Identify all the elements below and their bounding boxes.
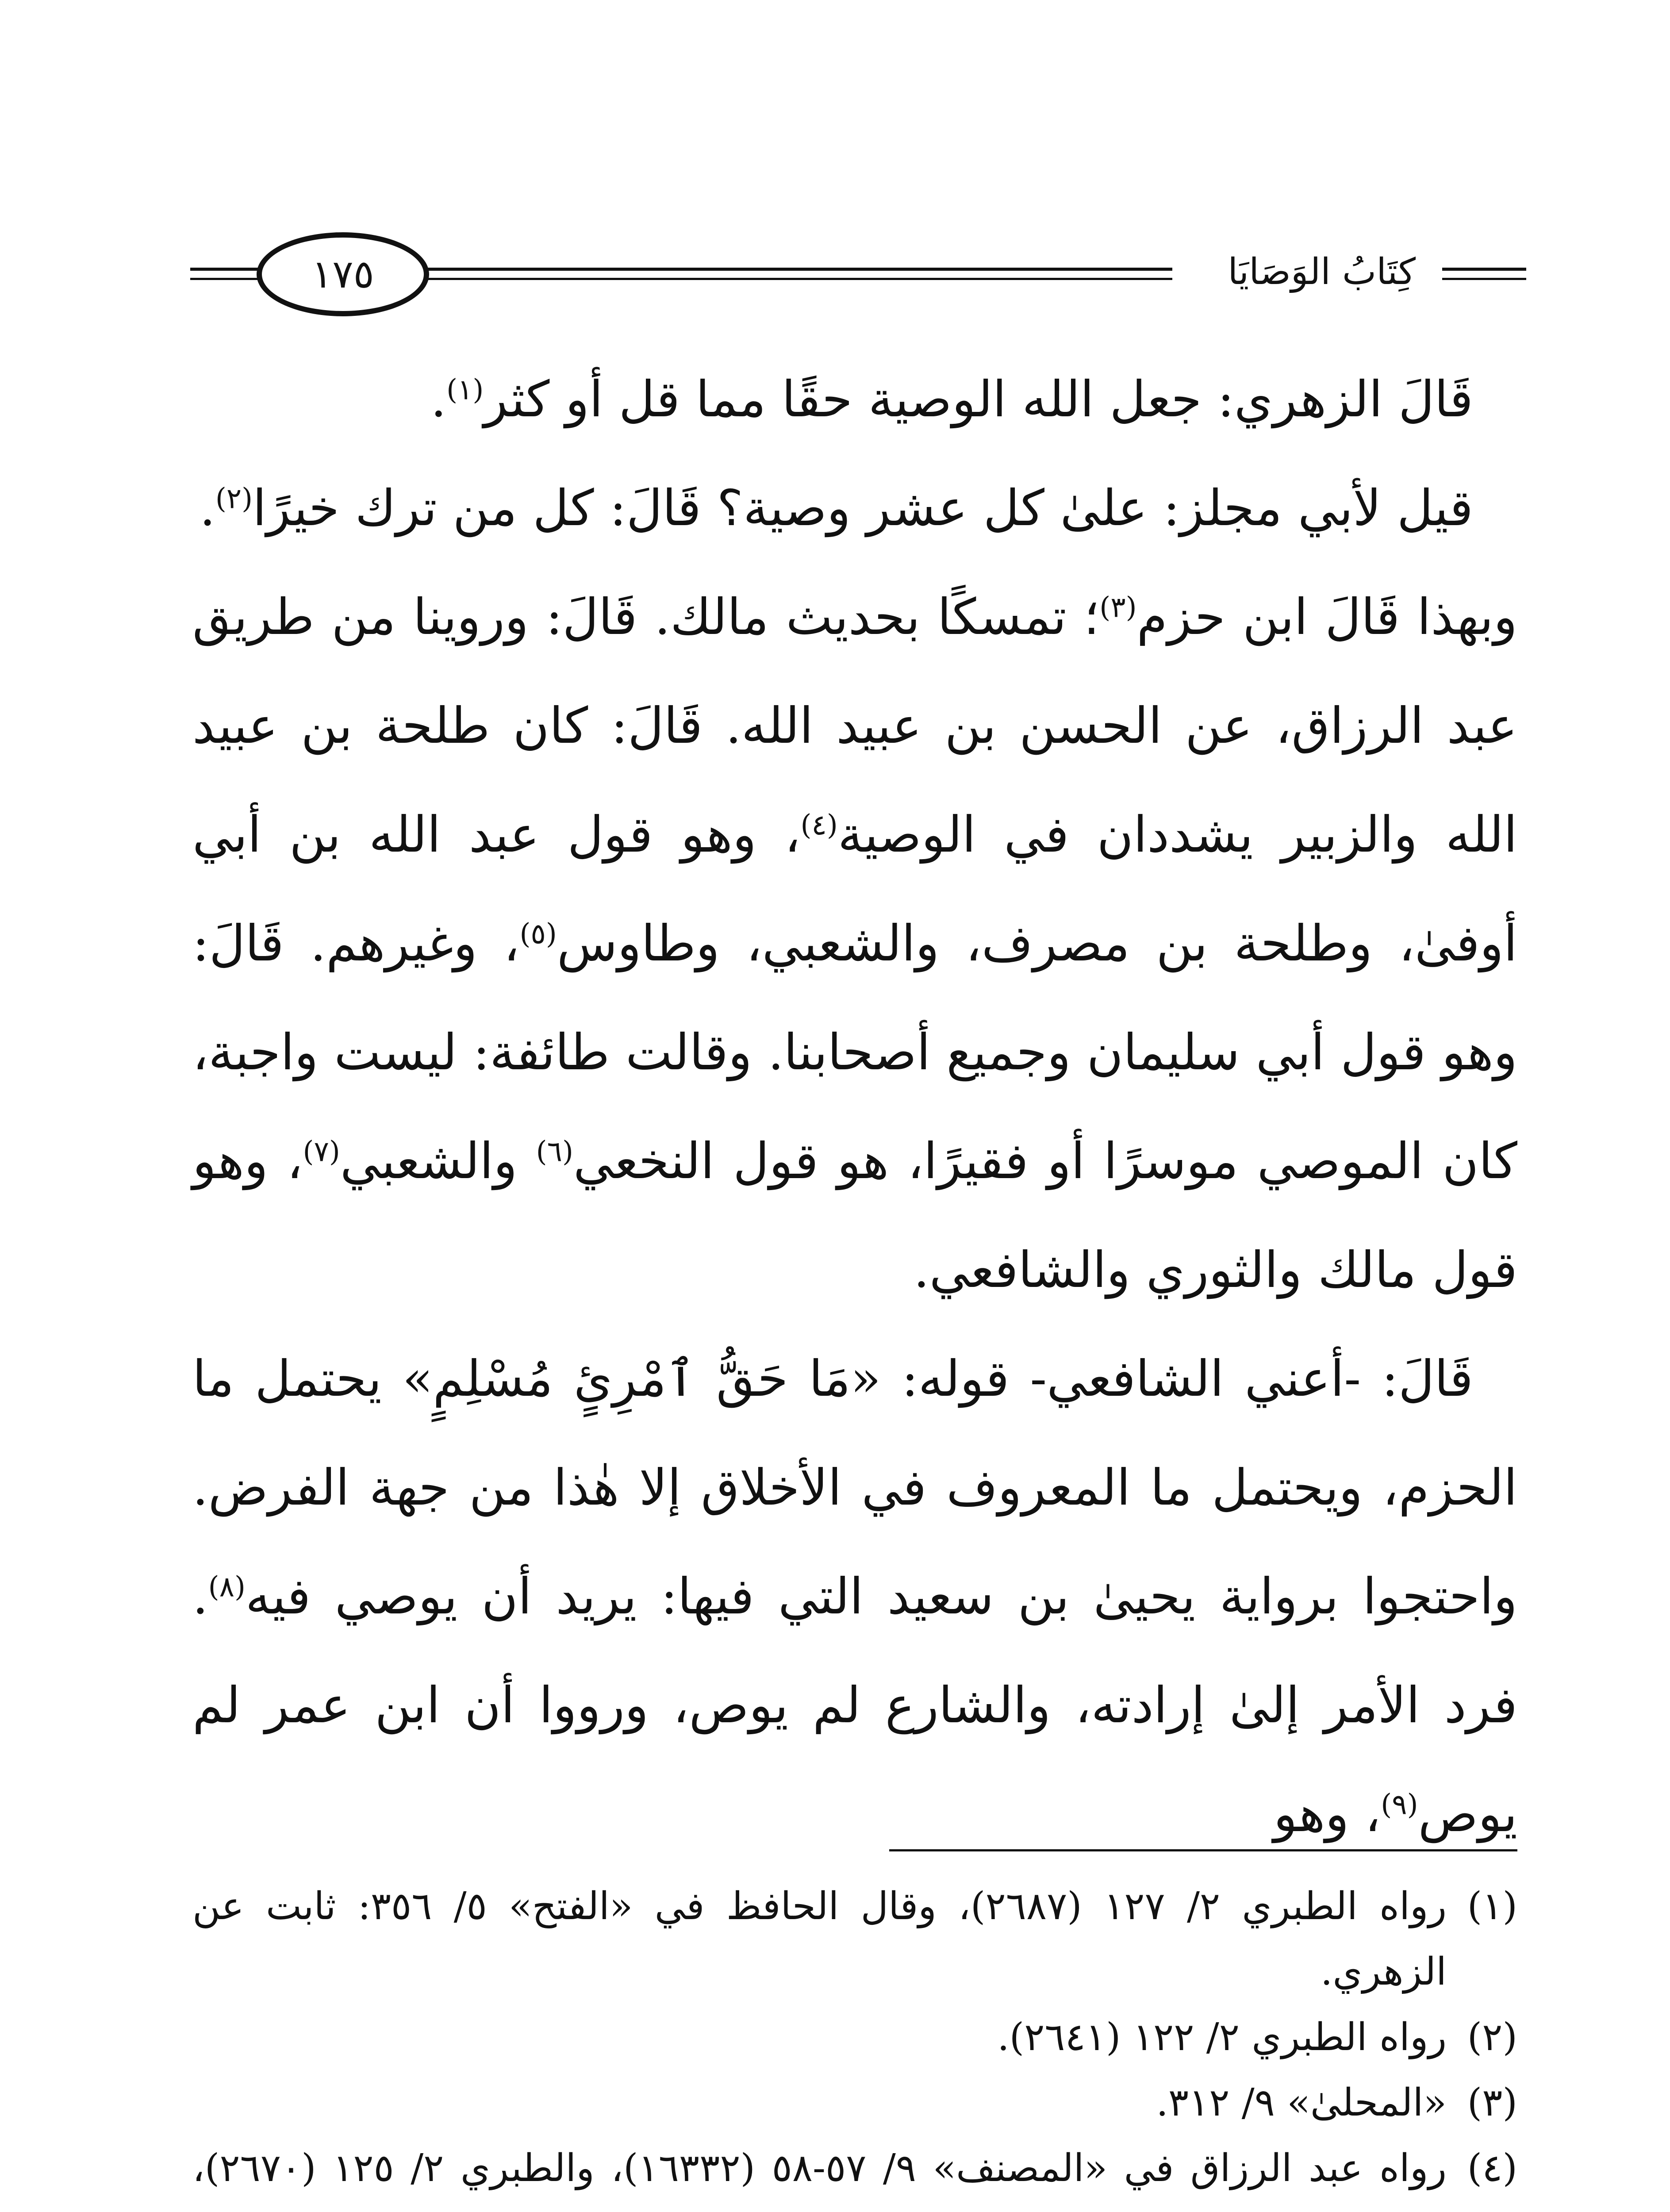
page-number-badge [257,232,429,316]
footnote-number: (٣) [1467,2081,1517,2125]
footnote-number: (٢) [1467,2015,1517,2059]
running-title: كِتَابُ الوَصَايَا [1228,251,1416,293]
paragraph-text: ؛ تمسكًا بحديث مالك. قَالَ: وروينا من طريق عبد الرزاق، عن الحسن بن عبيد الله. قَالَ: كان طلحة بن عبيد الله والزبير يشددان في الوصية [192,588,1518,864]
paragraph-2 [192,454,1517,563]
header-rule-middle-top [420,268,1172,271]
footnote-text: رواه الطبري ٢/ ١٢٢ (٢٦٤١). [997,2015,1447,2059]
footnote-ref: (٥) [519,918,557,951]
footnotes [192,1874,1517,2212]
paragraph-4 [192,1325,1517,1869]
paragraph-1 [192,345,1517,454]
paragraph-text: ، وهو [1273,1786,1381,1843]
footnote-item [192,2070,1517,2135]
header-rule-left-bottom [190,278,265,280]
paragraph-text: قيل لأبي مجلز: علىٰ كل عشر وصية؟ قَالَ: كل من ترك خيرًا [253,480,1473,537]
footnote-text: رواه عبد الرزاق في «المصنف» ٩/ ٥٧-٥٨ (١٦٣٣٢)، والطبري ٢/ ١٢٥ (٢٦٧٠)، [192,2146,1447,2190]
paragraph-text: وبهذا قَالَ ابن حزم [1136,588,1517,646]
footnote-ref: (٦) [536,1135,573,1168]
paragraph-text: ، وهو قول مالك والثوري والشافعي. [192,1133,1517,1299]
paragraph-text: . [430,371,447,428]
page-header [190,232,1526,316]
header-rule-middle-bottom [420,278,1172,280]
main-text [192,345,1517,1869]
footnote-text: «المحلىٰ» ٩/ ٣١٢. [1156,2081,1447,2125]
paragraph-text: قَالَ: -أعني الشافعي- قوله: «مَا حَقُّ ٱمْرِئٍ مُسْلِمٍ» يحتمل ما الحزم، ويحتمل ما المعروف في الأخلاق إلا هٰذا من جهة الفرض. واحتجوا برواية يحيىٰ بن سعيد التي فيها: يريد أن يوصي فيه [192,1350,1517,1625]
header-rule-right-top [1442,268,1526,271]
paragraph-text: ، وغيرهم. قَالَ: وهو قول أبي سليمان وجميع أصحابنا. وقالت طائفة: ليست واجبة، كان الموصي موسرًا أو فقيرًا، هو قول النخعي [192,915,1517,1190]
footnote-ref: (٤) [800,809,838,842]
footnote-ref: (٨) [208,1571,246,1604]
header-rule-left-top [190,268,265,271]
footnote-separator [889,1849,1517,1851]
footnote-item [192,1874,1517,2005]
paragraph-text: . [200,480,215,537]
footnote-ref: (٧) [303,1135,340,1168]
footnote-ref: (٩) [1381,1788,1418,1821]
paragraph-text: ، وهو قول عبد الله بن أبي أوفىٰ، وطلحة بن مصرف، والشعبي، وطاوس [192,806,1517,972]
paragraph-3 [192,563,1517,1325]
footnote-ref: (٣) [1099,591,1137,624]
footnote-number: (٤) [1467,2146,1517,2190]
paragraph-text: قَالَ الزهري: جعل الله الوصية حقًا مما قل أو كثر [484,371,1473,428]
footnote-item [192,2135,1517,2212]
header-rule-right-bottom [1442,278,1526,280]
footnote-text: رواه الطبري ٢/ ١٢٧ (٢٦٨٧)، وقال الحافظ في «الفتح» ٥/ ٣٥٦: ثابت عن الزهري. [192,1884,1447,1994]
paragraph-text: . فرد الأمر إلىٰ إرادته، والشارع لم يوص، ورووا أن ابن عمر لم يوص [192,1568,1517,1843]
footnote-number: (١) [1467,1884,1517,1928]
footnote-ref: (٢) [215,482,253,515]
footnote-item [192,2005,1517,2070]
paragraph-text: والشعبي [340,1133,536,1190]
footnote-ref: (١) [446,373,484,407]
page-number: ١٧٥ [311,251,374,297]
